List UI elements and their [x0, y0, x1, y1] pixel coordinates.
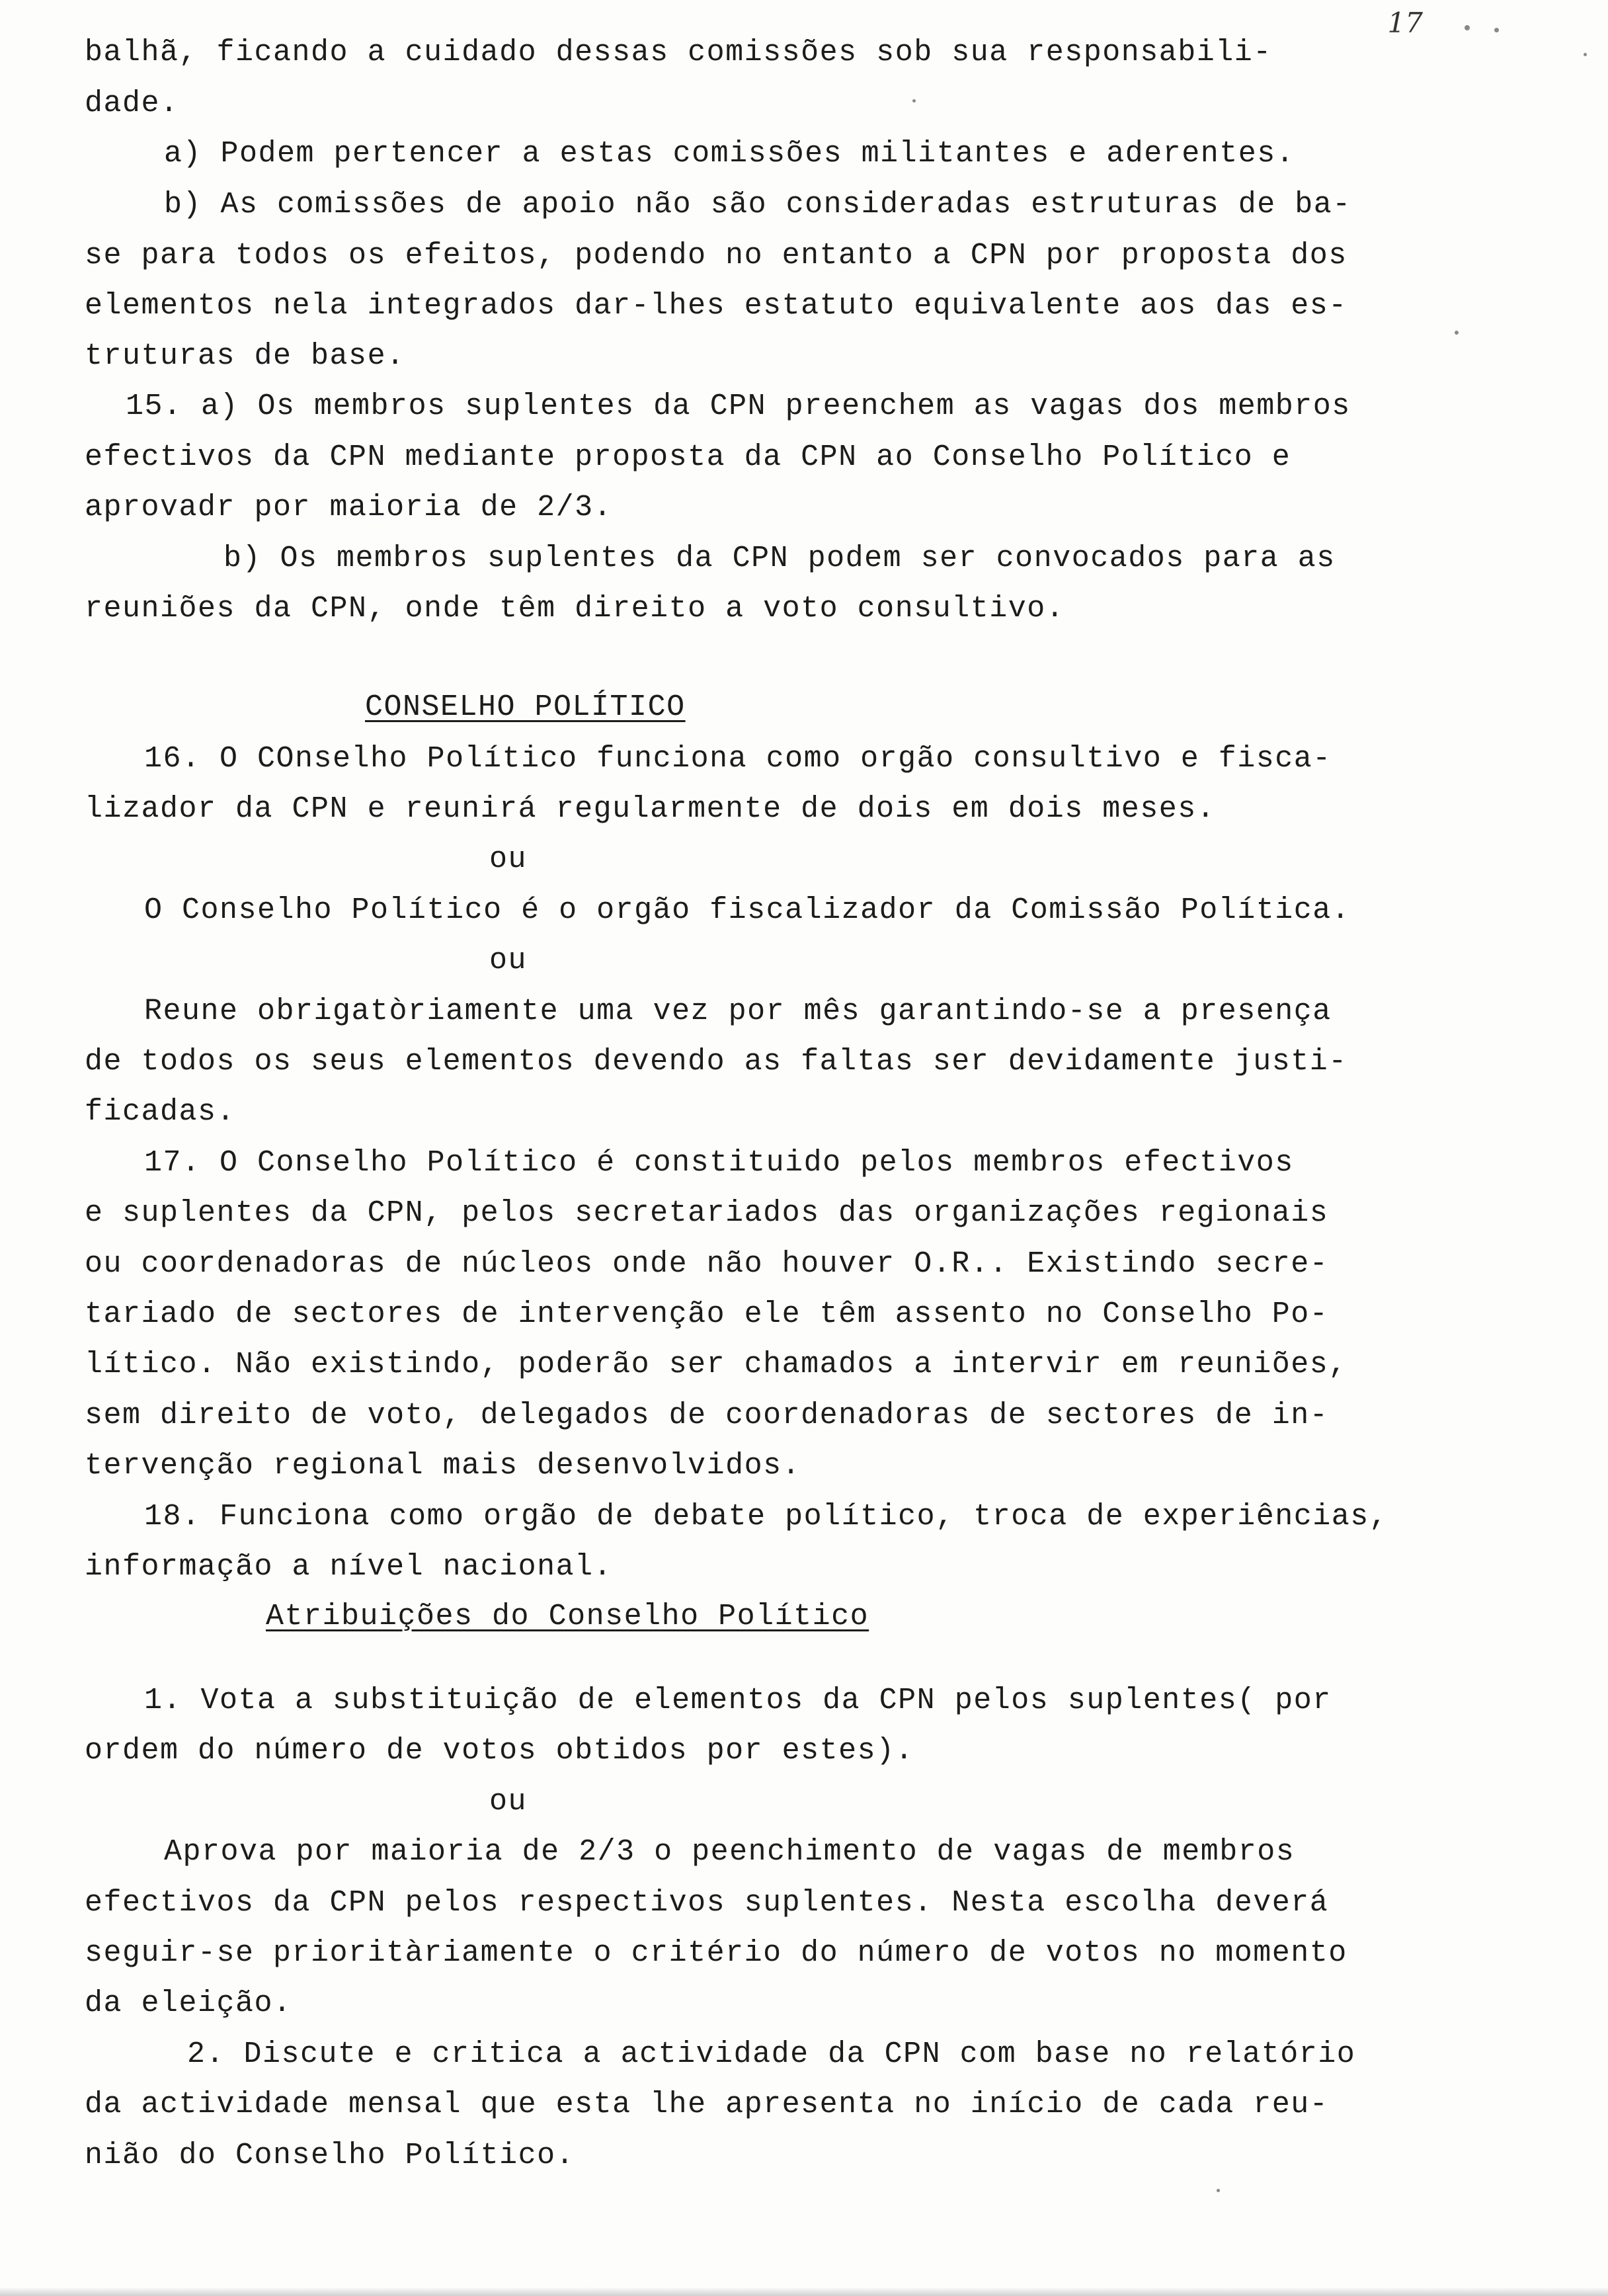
subsection-heading: Atribuições do Conselho Político — [266, 1600, 869, 1633]
text-line: ordem do número de votos obtidos por estes). — [85, 1734, 914, 1768]
text-line: O Conselho Político é o orgão fiscalizador da Comissão Política. — [144, 893, 1351, 927]
text-line: 17. O Conselho Político é constituido pelos membros efectivos — [144, 1146, 1294, 1180]
text-line: ficadas. — [85, 1095, 236, 1129]
text-line: dade. — [85, 87, 179, 120]
text-line: ou — [489, 1785, 528, 1819]
text-line: reuniões da CPN, onde têm direito a voto consultivo. — [85, 592, 1065, 626]
text-line: da actividade mensal que esta lhe apresenta no início de cada reu- — [85, 2088, 1329, 2121]
text-line: 2. Discute e critica a actividade da CPN com base no relatório — [187, 2037, 1356, 2071]
scan-bottom-edge — [0, 2287, 1608, 2296]
page-number: 17 — [1387, 7, 1423, 39]
text-line: 18. Funciona como orgão de debate político, troca de experiências, — [144, 1500, 1388, 1534]
scan-speck — [1465, 25, 1470, 30]
text-line: balhã, ficando a cuidado dessas comissões sob sua responsabili- — [85, 36, 1272, 69]
text-line: Aprova por maioria de 2/3 o peenchimento de vagas de membros — [164, 1835, 1295, 1869]
text-line: de todos os seus elementos devendo as faltas ser devidamente justi- — [85, 1045, 1347, 1079]
text-line: se para todos os efeitos, podendo no entanto a CPN por proposta dos — [85, 239, 1347, 272]
text-line: elementos nela integrados dar-lhes estatuto equivalente aos das es- — [85, 289, 1347, 323]
text-line: lizador da CPN e reunirá regularmente de dois em dois meses. — [85, 792, 1216, 826]
text-line: efectivos da CPN mediante proposta da CPN ao Conselho Político e — [85, 440, 1291, 474]
text-line: da eleição. — [85, 1987, 292, 2020]
text-line: aprovadr por maioria de 2/3. — [85, 491, 613, 524]
text-line: tariado de sectores de intervenção ele têm assento no Conselho Po- — [85, 1297, 1329, 1331]
scan-speck — [1455, 331, 1459, 335]
text-line: ou — [489, 842, 528, 876]
text-line: tervenção regional mais desenvolvidos. — [85, 1449, 801, 1483]
text-line: ou coordenadoras de núcleos onde não houver O.R.. Existindo secre- — [85, 1247, 1329, 1281]
text-line: 15. a) Os membros suplentes da CPN preenchem as vagas dos membros — [126, 390, 1351, 423]
scan-speck — [1217, 2189, 1220, 2192]
text-line: 16. O COnselho Político funciona como orgão consultivo e fisca- — [144, 742, 1332, 776]
text-line: ou — [489, 944, 528, 977]
text-line: truturas de base. — [85, 339, 405, 373]
text-line: e suplentes da CPN, pelos secretariados das organizações regionais — [85, 1196, 1329, 1230]
text-line: lítico. Não existindo, poderão ser chamados a intervir em reuniões, — [85, 1348, 1347, 1381]
text-line: sem direito de voto, delegados de coordenadoras de sectores de in- — [85, 1399, 1329, 1432]
text-line: efectivos da CPN pelos respectivos suplentes. Nesta escolha deverá — [85, 1886, 1329, 1920]
text-line: b) As comissões de apoio não são consideradas estruturas de ba- — [164, 188, 1351, 222]
section-heading: CONSELHO POLÍTICO — [365, 690, 686, 724]
text-line: Reune obrigatòriamente uma vez por mês garantindo-se a presença — [144, 995, 1332, 1028]
text-line: nião do Conselho Político. — [85, 2139, 575, 2172]
text-line: 1. Vota a substituição de elementos da CPN pelos suplentes( por — [144, 1684, 1332, 1717]
text-line: a) Podem pertencer a estas comissões militantes e aderentes. — [164, 137, 1295, 171]
text-line: seguir-se prioritàriamente o critério do número de votos no momento — [85, 1936, 1347, 1970]
scan-speck — [1584, 53, 1587, 56]
text-line: informação a nível nacional. — [85, 1550, 613, 1584]
scan-speck — [1494, 28, 1499, 32]
scan-speck — [912, 99, 916, 102]
text-line: b) Os membros suplentes da CPN podem ser convocados para as — [223, 542, 1336, 575]
